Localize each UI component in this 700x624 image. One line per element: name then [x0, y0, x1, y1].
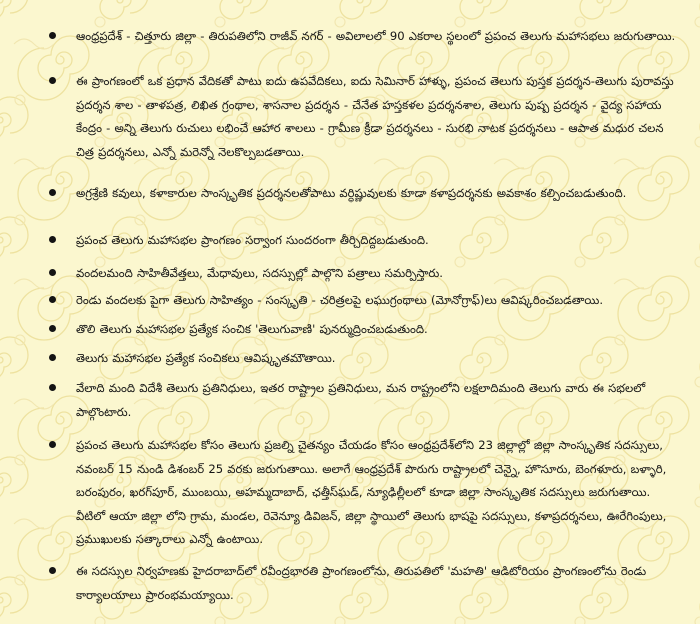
list-item-text: ప్రపంచ తెలుగు మహాసభల కోసం తెలుగు ప్రజల్ని చైతన్యం చేయడం కోసం ఆంధ్రప్రదేశ్‌లోని 23 జిల్లాల్లో జిల్లా సాంస్కృతిక సదస్సులు, నవంబర్ 15 నుండి డిశంబర్ 25 వరకు జరుగుతాయి. అలాగే ఆంధ్రప్రదేశ్ పొరుగు రాష్ట్రాలలో చెన్నై, హొసూరు, బెంగళూరు, బళ్ళారి, బరంపురం, ఖరగ్‌పూర్, ముంబయి, అహమ్మదాబాద్, ఛత్తీస్‌ఘడ్, న్యూఢిల్లీలలో కూడా జిల్లా సాంస్కృతిక సదస్సులు జరుగుతాయి. వీటిలో ఆయా జిల్లా లోని గ్రామ, మండల, రెవెన్యూ డివిజన్, జిల్లా స్థాయిలో తెలుగు భాషపై సదస్సులు, కళాప్రదర్శనలు, ఊరేగింపులు, ప్రముఖులకు సత్కారాలు ఎన్నో ఉంటాయి.: [76, 438, 667, 546]
list-item-text: ఈ ప్రాంగణంలో ఒక ప్రధాన వేదికతో పాటు ఐదు ఉపవేదికలు, ఐదు సెమినార్ హాళ్ళు, ప్రపంచ తెలుగు పుస్తక ప్రదర్శన-తెలుగు పురావస్తు ప్రదర్శన శాల - తాళపత్ర, లిఖిత గ్రంథాల, శాసనాల ప్రదర్శన - చేనేత హస్తకళల ప్రదర్శనశాల, తెలుగు పుష్ప ప్రదర్శన - వైద్య సహాయ కేంద్రం - అన్ని తెలుగు రుచులు లభించే ఆహార శాలలు - గ్రామీణ క్రీడా ప్రదర్శనలు - సురభి నాటక ప్రదర్శనలు - ఆపాత మధుర చలన చిత్ర ప్రదర్శనలు, ఎన్నో మరెన్నో నెలకొల్పబడతాయి.: [76, 74, 674, 159]
bullet-dot: [49, 354, 56, 361]
list-item-text: ఈ సదస్సుల నిర్వహణకు హైదరాబాద్‌లో రవీంద్రభారతి ప్రాంగణంలోను, తిరుపతిలో 'మహతి' ఆడిటోరియం ప్రాంగణంలోను రెండు కార్యాలయాలు ప్రారంభమయ్యాయి.: [76, 564, 647, 602]
bullet-dot: [49, 77, 56, 84]
bullet-dot: [49, 325, 56, 332]
list-item-text: ఆంధ్రప్రదేశ్ - చిత్తూరు జిల్లా - తిరుపతిలోని రాజీవ్ నగర్ - అవిలాలలో 90 ఎకరాల స్థలంలో ప్రపంచ తెలుగు మహాసభలు జరుగుతాయి.: [76, 29, 676, 43]
list-item-text: వందలమంది సాహితీవేత్తలు, మేధావులు, సదస్సుల్లో పాల్గొని పత్రాలు సమర్పిస్తారు.: [76, 266, 443, 280]
bullet-dot: [49, 269, 56, 276]
bullet-dot: [49, 189, 56, 196]
bullet-dot: [49, 567, 56, 574]
bullet-dot: [49, 236, 56, 243]
list-item-text: రెండు వందలకు పైగా తెలుగు సాహిత్యం - సంస్కృతి - చరిత్రలపై లఘుగ్రంథాలు (మోనోగ్రాఫ్)లు ఆవిష్కరించబడతాయి.: [76, 293, 604, 307]
list-item-text: అగ్రశ్రేణి కవులు, కళాకారుల సాంస్కృతిక ప్రదర్శనలతోపాటు వర్ధిష్ణువులకు కూడా కళాప్రదర్శనకు అవకాశం కల్పించబడుతుంది.: [76, 186, 627, 200]
list-item-text: వేలాది మంది విదేశీ తెలుగు ప్రతినిధులు, ఇతర రాష్ట్రాల ప్రతినిధులు, మన రాష్ట్రంలోని లక్షలాదిమంది తెలుగు వారు ఈ సభలలో పాల్గొంటారు.: [76, 381, 646, 419]
list-item-text: తొలి తెలుగు మహాసభల ప్రత్యేక సంచిక 'తెలుగువాణి' పునర్ముద్రించబడుతుంది.: [76, 322, 428, 336]
bullet-dot: [49, 32, 56, 39]
list-item-text: తెలుగు మహాసభల ప్రత్యేక సంచికలు ఆవిష్కృతమౌతాయి.: [76, 351, 336, 365]
bullet-dot: [49, 296, 56, 303]
bullet-dot: [49, 441, 56, 448]
bullet-dot: [49, 384, 56, 391]
list-item-text: ప్రపంచ తెలుగు మహాసభల ప్రాంగణం సర్వాంగ సుందరంగా తీర్చిదిద్దబడుతుంది.: [76, 233, 429, 247]
